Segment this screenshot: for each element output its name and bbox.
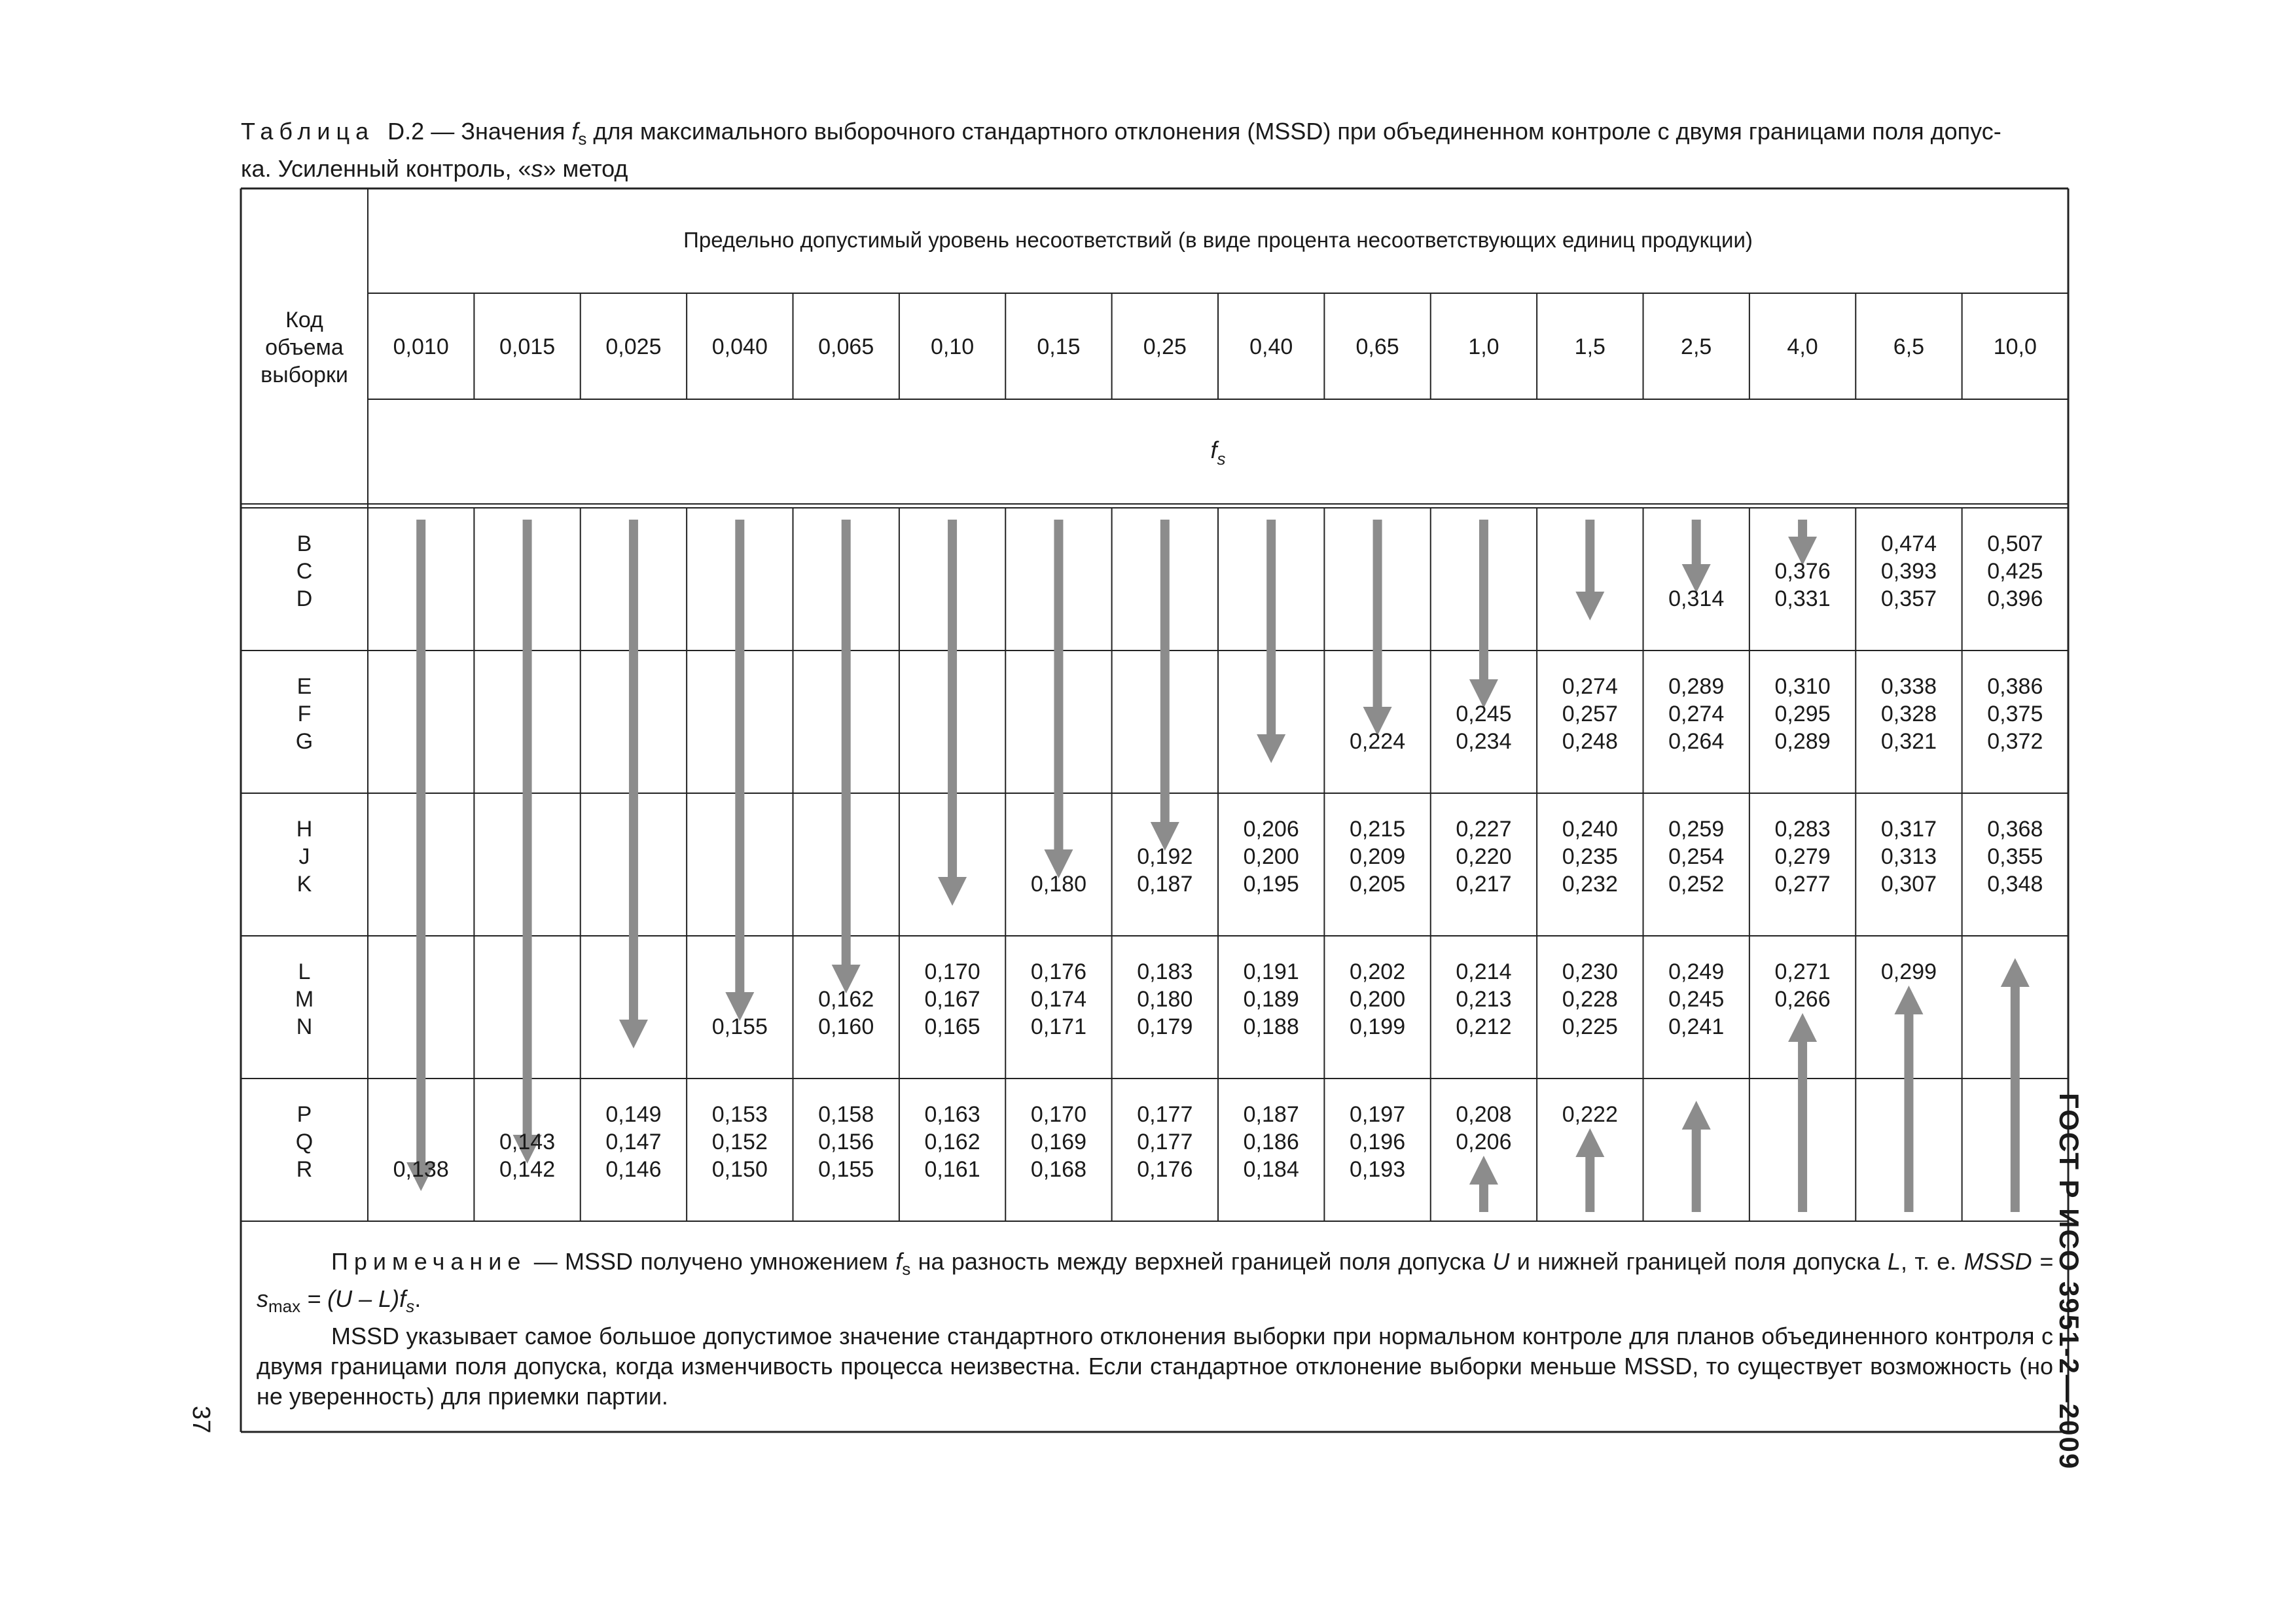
arrow-down-shaft [1266, 520, 1276, 736]
arrow-up-head [1788, 1013, 1817, 1042]
fs-value: 0,160 [818, 1014, 874, 1039]
caption-label: Таблица [241, 118, 375, 145]
caption-symbol: f [571, 118, 579, 145]
fs-value: 0,232 [1562, 872, 1618, 897]
fs-value: 0,368 [1987, 817, 2043, 842]
fs-value: 0,289 [1774, 729, 1831, 754]
fs-value: 0,165 [924, 1014, 980, 1039]
arrow-down-shaft [523, 520, 532, 1136]
fs-value: 0,224 [1350, 729, 1406, 754]
fs-value: 0,245 [1456, 702, 1512, 726]
fs-value: 0,192 [1137, 844, 1193, 869]
fs-value: 0,264 [1668, 729, 1725, 754]
fs-value: 0,200 [1243, 844, 1299, 869]
fs-value: 0,314 [1668, 586, 1725, 611]
fs-value: 0,171 [1030, 1014, 1086, 1039]
fs-value: 0,153 [711, 1102, 768, 1127]
aql-value: 6,5 [1893, 334, 1925, 359]
fs-value: 0,142 [499, 1157, 556, 1182]
note-p1-symbol: f [895, 1248, 903, 1275]
arrow-up-head [2001, 958, 2030, 987]
fs-value: 0,186 [1243, 1130, 1299, 1154]
fs-value: 0,310 [1774, 674, 1831, 699]
note-p1-U: U [1492, 1248, 1510, 1275]
fs-value: 0,228 [1562, 987, 1618, 1012]
fs-value: 0,257 [1562, 702, 1618, 726]
fs-value: 0,138 [393, 1157, 449, 1182]
fs-value: 0,149 [605, 1102, 662, 1127]
caption-line2-b: » метод [543, 155, 628, 183]
fs-value: 0,386 [1987, 674, 2043, 699]
fs-value: 0,177 [1137, 1102, 1193, 1127]
fs-value: 0,299 [1880, 959, 1937, 984]
fs-value: 0,208 [1456, 1102, 1512, 1127]
fs-value: 0,289 [1668, 674, 1725, 699]
fs-value: 0,176 [1137, 1157, 1193, 1182]
arrow-up-head [1682, 1101, 1711, 1130]
fs-value: 0,274 [1668, 702, 1725, 726]
fs-value: 0,328 [1880, 702, 1937, 726]
fs-value: 0,209 [1350, 844, 1406, 869]
note-formula-sub2: s [406, 1296, 415, 1317]
aql-value: 0,10 [930, 334, 975, 359]
aql-header: Предельно допустимый уровень несоответствий (в виде процента несоответствующих единиц продукции) [683, 228, 1753, 252]
note-label: Примечание [331, 1248, 527, 1275]
fs-value: 0,183 [1137, 959, 1193, 984]
fs-value: 0,147 [605, 1130, 662, 1154]
fs-value: 0,155 [711, 1014, 768, 1039]
fs-value: 0,338 [1880, 674, 1937, 699]
sample-code: B [296, 531, 312, 556]
fs-value: 0,396 [1987, 586, 2043, 611]
fs-value: 0,248 [1562, 729, 1618, 754]
note-p1-b: на разность между верхней границей поля допуска [918, 1248, 1486, 1275]
fs-value: 0,277 [1774, 872, 1831, 897]
note-p1-d: , т. е. [1901, 1248, 1957, 1275]
fs-value: 0,217 [1456, 872, 1512, 897]
fs-value: 0,162 [818, 987, 874, 1012]
sample-code: K [296, 872, 312, 897]
arrow-down-shaft [948, 520, 957, 878]
fs-value: 0,177 [1137, 1130, 1193, 1154]
fs-value: 0,375 [1987, 702, 2043, 726]
fs-subscript: s [1217, 449, 1226, 469]
fs-value: 0,245 [1668, 987, 1725, 1012]
fs-value: 0,200 [1350, 987, 1406, 1012]
fs-value: 0,331 [1774, 586, 1831, 611]
sample-code: J [298, 844, 310, 869]
fs-value: 0,206 [1243, 817, 1299, 842]
arrow-down-shaft [735, 520, 744, 993]
table-grid [241, 188, 2068, 1432]
fs-value: 0,156 [818, 1130, 874, 1154]
aql-value: 0,15 [1037, 334, 1081, 359]
fs-value: 0,249 [1668, 959, 1725, 984]
aql-value: 0,65 [1355, 334, 1399, 359]
fs-value: 0,393 [1880, 559, 1937, 584]
aql-value: 1,0 [1468, 334, 1499, 359]
fs-value: 0,357 [1880, 586, 1937, 611]
caption-line1: для максимального выборочного стандартного отклонения (MSSD) при объединенном контроле с двумя границами поля допус- [593, 118, 2001, 145]
fs-value: 0,355 [1987, 844, 2043, 869]
fs-value: 0,348 [1987, 872, 2043, 897]
fs-value: 0,146 [605, 1157, 662, 1182]
fs-value: 0,180 [1030, 872, 1086, 897]
arrow-up-shaft [1904, 1013, 1913, 1212]
arrow-down-shaft [1054, 520, 1063, 851]
fs-value: 0,176 [1030, 959, 1086, 984]
fs-value: 0,212 [1456, 1014, 1512, 1039]
fs-value: 0,252 [1668, 872, 1725, 897]
fs-value: 0,271 [1774, 959, 1831, 984]
sample-code: E [296, 674, 312, 699]
aql-value: 10,0 [1993, 334, 2037, 359]
note-p1-subscript: s [902, 1259, 911, 1279]
arrow-down-head [619, 1020, 648, 1048]
note-formula-end: . [414, 1285, 422, 1313]
fs-value: 0,241 [1668, 1014, 1725, 1039]
arrow-up-shaft [2011, 986, 2020, 1212]
sample-code: G [295, 729, 314, 754]
fs-value: 0,425 [1987, 559, 2043, 584]
arrow-down-shaft [629, 520, 638, 1021]
fs-value: 0,274 [1562, 674, 1618, 699]
aql-value: 0,015 [499, 334, 556, 359]
arrow-up-shaft [1479, 1183, 1488, 1212]
aql-value: 1,5 [1574, 334, 1605, 359]
fs-value: 0,143 [499, 1130, 556, 1154]
code-header-line: объема [265, 335, 344, 360]
fs-value: 0,170 [1030, 1102, 1086, 1127]
fs-value: 0,474 [1880, 531, 1937, 556]
arrow-down-shaft [842, 520, 851, 966]
note-formula-a: MSSD = s [257, 1248, 2053, 1313]
arrow-up-shaft [1692, 1128, 1701, 1212]
fs-value: 0,266 [1774, 987, 1831, 1012]
aql-value: 0,025 [605, 334, 662, 359]
fs-value: 0,202 [1350, 959, 1406, 984]
fs-value: 0,179 [1137, 1014, 1193, 1039]
note-p1-a: MSSD получено умножением [565, 1248, 888, 1275]
arrow-down-shaft [1692, 520, 1701, 565]
arrow-up-shaft [1585, 1156, 1594, 1212]
fs-value: 0,230 [1562, 959, 1618, 984]
fs-value: 0,240 [1562, 817, 1618, 842]
fs-value: 0,158 [818, 1102, 874, 1127]
caption-line2-a: ка. Усиленный контроль, « [241, 155, 531, 183]
fs-value: 0,234 [1456, 729, 1512, 754]
fs-value: 0,227 [1456, 817, 1512, 842]
caption-line2-s: s [531, 155, 543, 183]
fs-value: 0,193 [1350, 1157, 1406, 1182]
fs-value: 0,167 [924, 987, 980, 1012]
fs-value: 0,196 [1350, 1130, 1406, 1154]
arrow-down-shaft [1479, 520, 1488, 681]
aql-value: 0,010 [393, 334, 449, 359]
arrow-down-shaft [416, 520, 425, 1164]
fs-value: 0,195 [1243, 872, 1299, 897]
note-p2: MSSD указывает самое большое допустимое значение стандартного отклонения выборки при нормальном контроле для планов объединенного контроля с двумя границами поля допуска, когда изменчивость процесса неизвестна. Если стандартное отклонение выборки меньше MSSD, то существует возможность (но не уверенность) для приемки партии. [257, 1323, 2053, 1410]
fs-value: 0,321 [1880, 729, 1937, 754]
fs-value: 0,214 [1456, 959, 1512, 984]
arrow-down-shaft [1160, 520, 1170, 823]
fs-value: 0,376 [1774, 559, 1831, 584]
fs-value: 0,161 [924, 1157, 980, 1182]
fs-value: 0,180 [1137, 987, 1193, 1012]
fs-value: 0,162 [924, 1130, 980, 1154]
arrow-down-shaft [1585, 520, 1594, 593]
fs-value: 0,206 [1456, 1130, 1512, 1154]
fs-value: 0,215 [1350, 817, 1406, 842]
caption-subscript: s [578, 129, 587, 149]
fs-value: 0,155 [818, 1157, 874, 1182]
fs-value: 0,187 [1243, 1102, 1299, 1127]
arrow-up-head [1469, 1156, 1498, 1185]
aql-value: 0,065 [818, 334, 874, 359]
fs-value: 0,168 [1030, 1157, 1086, 1182]
fs-value: 0,169 [1030, 1130, 1086, 1154]
fs-value: 0,189 [1243, 987, 1299, 1012]
caption-pre: Значения [461, 118, 565, 145]
sample-code: N [296, 1014, 313, 1039]
arrow-up-head [1894, 986, 1923, 1014]
sample-code: F [297, 702, 312, 726]
fs-value: 0,220 [1456, 844, 1512, 869]
note-dash: — [526, 1248, 565, 1275]
fs-value: 0,188 [1243, 1014, 1299, 1039]
fs-value: 0,163 [924, 1102, 980, 1127]
fs-value: 0,254 [1668, 844, 1725, 869]
sample-code: L [298, 959, 311, 984]
fs-value: 0,170 [924, 959, 980, 984]
fs-value: 0,191 [1243, 959, 1299, 984]
sample-code: R [296, 1157, 313, 1182]
fs-value: 0,205 [1350, 872, 1406, 897]
fs-value: 0,279 [1774, 844, 1831, 869]
fs-value: 0,317 [1880, 817, 1937, 842]
arrow-down-head [938, 877, 967, 906]
note-p1-c: и нижней границей поля допуска [1516, 1248, 1880, 1275]
fs-value: 0,150 [711, 1157, 768, 1182]
document-side-title: ГОСТ Р ИСО 3951-2—2009 [2054, 1093, 2085, 1471]
aql-value: 0,25 [1143, 334, 1187, 359]
fs-value: 0,283 [1774, 817, 1831, 842]
fs-value: 0,259 [1668, 817, 1725, 842]
page-number: 37 [187, 1406, 215, 1434]
aql-value: 2,5 [1681, 334, 1712, 359]
aql-value: 0,40 [1249, 334, 1293, 359]
arrow-down-shaft [1373, 520, 1382, 708]
fs-value: 0,222 [1562, 1102, 1618, 1127]
sample-code: D [296, 586, 313, 611]
fs-value: 0,199 [1350, 1014, 1406, 1039]
fs-value: 0,184 [1243, 1157, 1299, 1182]
code-header-line: выборки [260, 363, 348, 387]
code-header-line: Код [285, 308, 323, 332]
aql-value: 0,040 [711, 334, 768, 359]
fs-value: 0,313 [1880, 844, 1937, 869]
fs-value: 0,507 [1987, 531, 2043, 556]
caption-number: D.2 [387, 118, 425, 145]
fs-value: 0,213 [1456, 987, 1512, 1012]
arrow-up-head [1575, 1128, 1604, 1157]
fs-value: 0,235 [1562, 844, 1618, 869]
arrow-down-head [1575, 592, 1604, 620]
sample-code: P [296, 1102, 312, 1127]
fs-value: 0,152 [711, 1130, 768, 1154]
note-formula-sub: max [268, 1296, 301, 1317]
arrow-down-shaft [1798, 520, 1807, 538]
fs-value: 0,197 [1350, 1102, 1406, 1127]
fs-value: 0,295 [1774, 702, 1831, 726]
fs-value: 0,187 [1137, 872, 1193, 897]
fs-value: 0,307 [1880, 872, 1937, 897]
sample-code: Q [295, 1130, 314, 1154]
sample-code: H [296, 817, 313, 842]
caption-dash: — [431, 118, 455, 145]
note-formula-b: = (U – L)f [300, 1285, 406, 1313]
note-p1-L: L [1888, 1248, 1901, 1275]
table-note [257, 1247, 2053, 1412]
sample-code: M [295, 987, 314, 1012]
arrow-down-head [1257, 734, 1285, 763]
fs-value: 0,174 [1030, 987, 1086, 1012]
sample-code: C [296, 559, 313, 584]
arrow-up-shaft [1798, 1041, 1807, 1212]
fs-value: 0,225 [1562, 1014, 1618, 1039]
fs-value: 0,372 [1987, 729, 2043, 754]
aql-value: 4,0 [1787, 334, 1818, 359]
fs-label: $f_s$ [1210, 437, 1226, 469]
